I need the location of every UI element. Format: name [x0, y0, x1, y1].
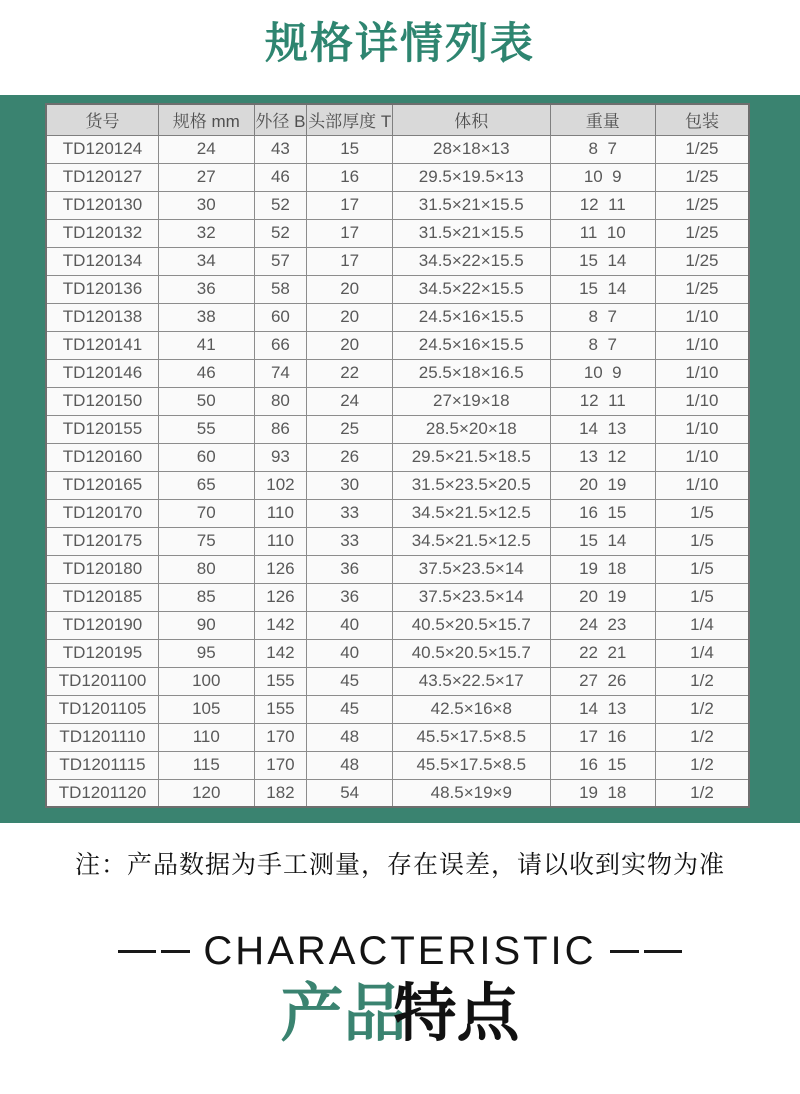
table-cell: TD120175: [46, 527, 158, 555]
table-cell: 1/10: [655, 387, 749, 415]
table-cell: 8 7: [550, 331, 655, 359]
table-cell: 60: [158, 443, 254, 471]
table-cell: 15 14: [550, 247, 655, 275]
section-heading-cn-green: 产品: [280, 979, 407, 1049]
table-cell: 1/10: [655, 443, 749, 471]
column-header: 包装: [655, 104, 749, 135]
table-row: [46, 275, 749, 303]
table-row: [46, 359, 749, 387]
table-cell: 43.5×22.5×17: [393, 667, 550, 695]
table-cell: 60: [254, 303, 307, 331]
table-cell: TD120160: [46, 443, 158, 471]
table-cell: 25.5×18×16.5: [393, 359, 550, 387]
table-cell: TD120190: [46, 611, 158, 639]
table-cell: 10 9: [550, 359, 655, 387]
table-cell: 93: [254, 443, 307, 471]
table-cell: 20: [307, 275, 393, 303]
table-cell: 170: [254, 751, 307, 779]
table-row: [46, 443, 749, 471]
table-cell: 28.5×20×18: [393, 415, 550, 443]
table-cell: 1/5: [655, 555, 749, 583]
table-cell: 34.5×21.5×12.5: [393, 499, 550, 527]
table-cell: 20 19: [550, 471, 655, 499]
table-cell: 12 11: [550, 191, 655, 219]
table-row: [46, 555, 749, 583]
table-cell: 46: [254, 163, 307, 191]
table-cell: 1/25: [655, 247, 749, 275]
table-cell: 37.5×23.5×14: [393, 555, 550, 583]
table-row: [46, 415, 749, 443]
table-cell: 24: [158, 135, 254, 163]
table-cell: 57: [254, 247, 307, 275]
table-row: [46, 751, 749, 779]
table-cell: 34.5×22×15.5: [393, 247, 550, 275]
table-cell: 42.5×16×8: [393, 695, 550, 723]
table-cell: 1/2: [655, 723, 749, 751]
table-cell: 14 13: [550, 415, 655, 443]
spec-table-band: [0, 95, 800, 823]
table-cell: 102: [254, 471, 307, 499]
table-cell: 19 18: [550, 555, 655, 583]
table-cell: 29.5×21.5×18.5: [393, 443, 550, 471]
table-cell: 90: [158, 611, 254, 639]
section-heading-en: CHARACTERISTIC: [203, 929, 597, 973]
spec-table-body: [46, 135, 749, 807]
table-cell: 17: [307, 247, 393, 275]
table-cell: TD120141: [46, 331, 158, 359]
table-cell: 75: [158, 527, 254, 555]
table-cell: 33: [307, 527, 393, 555]
table-cell: TD120127: [46, 163, 158, 191]
table-cell: 54: [307, 779, 393, 807]
section-heading-cn: [0, 978, 800, 1050]
table-cell: TD120170: [46, 499, 158, 527]
table-cell: 1/5: [655, 527, 749, 555]
table-cell: TD1201100: [46, 667, 158, 695]
table-cell: 70: [158, 499, 254, 527]
table-cell: 36: [307, 583, 393, 611]
table-cell: 26: [307, 443, 393, 471]
table-cell: 37.5×23.5×14: [393, 583, 550, 611]
table-cell: 86: [254, 415, 307, 443]
table-cell: 33: [307, 499, 393, 527]
table-cell: 8 7: [550, 135, 655, 163]
table-cell: 40: [307, 611, 393, 639]
column-header: 货号: [46, 104, 158, 135]
table-cell: 40.5×20.5×15.7: [393, 611, 550, 639]
table-cell: 27×19×18: [393, 387, 550, 415]
table-cell: 48: [307, 723, 393, 751]
table-cell: 100: [158, 667, 254, 695]
table-row: [46, 191, 749, 219]
table-cell: 74: [254, 359, 307, 387]
table-cell: 50: [158, 387, 254, 415]
table-cell: 24 23: [550, 611, 655, 639]
table-cell: 110: [254, 527, 307, 555]
table-row: [46, 331, 749, 359]
table-cell: 10 9: [550, 163, 655, 191]
table-cell: 20: [307, 303, 393, 331]
table-cell: TD120180: [46, 555, 158, 583]
measurement-note: 注：产品数据为手工测量，存在误差，请以收到实物为准: [74, 851, 725, 879]
table-row: [46, 779, 749, 807]
table-cell: 20 19: [550, 583, 655, 611]
table-cell: 24: [307, 387, 393, 415]
table-cell: 1/10: [655, 471, 749, 499]
table-cell: 40.5×20.5×15.7: [393, 639, 550, 667]
table-cell: TD120132: [46, 219, 158, 247]
table-cell: 29.5×19.5×13: [393, 163, 550, 191]
table-cell: 48.5×19×9: [393, 779, 550, 807]
table-cell: 20: [307, 331, 393, 359]
table-cell: 1/10: [655, 331, 749, 359]
table-cell: 34.5×21.5×12.5: [393, 527, 550, 555]
table-cell: TD120124: [46, 135, 158, 163]
table-cell: 31.5×21×15.5: [393, 191, 550, 219]
table-cell: 46: [158, 359, 254, 387]
table-cell: 52: [254, 191, 307, 219]
table-cell: 31.5×21×15.5: [393, 219, 550, 247]
table-cell: 105: [158, 695, 254, 723]
decor-line-right-long: [644, 950, 682, 953]
table-cell: TD1201120: [46, 779, 158, 807]
table-cell: 24.5×16×15.5: [393, 303, 550, 331]
table-cell: 1/25: [655, 135, 749, 163]
table-cell: 32: [158, 219, 254, 247]
table-cell: TD1201110: [46, 723, 158, 751]
table-cell: 17: [307, 191, 393, 219]
table-cell: 38: [158, 303, 254, 331]
table-cell: 1/25: [655, 163, 749, 191]
table-cell: 110: [158, 723, 254, 751]
table-cell: TD120130: [46, 191, 158, 219]
table-cell: 43: [254, 135, 307, 163]
header-row: [46, 104, 749, 135]
table-cell: TD1201105: [46, 695, 158, 723]
table-cell: 45.5×17.5×8.5: [393, 723, 550, 751]
table-cell: TD120146: [46, 359, 158, 387]
column-header: 规格 mm: [158, 104, 254, 135]
table-cell: 16: [307, 163, 393, 191]
table-cell: 1/4: [655, 639, 749, 667]
table-cell: 1/10: [655, 415, 749, 443]
table-cell: 52: [254, 219, 307, 247]
column-header: 重量: [550, 104, 655, 135]
page-title: 规格详情列表: [265, 20, 535, 68]
table-cell: 155: [254, 695, 307, 723]
table-row: [46, 135, 749, 163]
table-row: [46, 247, 749, 275]
table-cell: 115: [158, 751, 254, 779]
spec-table: [45, 103, 750, 808]
table-cell: 1/5: [655, 499, 749, 527]
table-cell: 22: [307, 359, 393, 387]
table-cell: 40: [307, 639, 393, 667]
table-cell: 95: [158, 639, 254, 667]
table-cell: 19 18: [550, 779, 655, 807]
table-cell: 15 14: [550, 527, 655, 555]
table-cell: 27 26: [550, 667, 655, 695]
table-row: [46, 163, 749, 191]
table-cell: 41: [158, 331, 254, 359]
table-cell: 1/2: [655, 695, 749, 723]
table-cell: 1/10: [655, 303, 749, 331]
table-row: [46, 219, 749, 247]
table-row: [46, 499, 749, 527]
table-cell: 66: [254, 331, 307, 359]
table-cell: 1/10: [655, 359, 749, 387]
table-cell: TD120134: [46, 247, 158, 275]
table-cell: 1/2: [655, 751, 749, 779]
table-row: [46, 639, 749, 667]
table-cell: 182: [254, 779, 307, 807]
table-cell: TD120138: [46, 303, 158, 331]
decor-line-left-long: [118, 950, 156, 953]
table-cell: 16 15: [550, 751, 655, 779]
table-cell: 17: [307, 219, 393, 247]
table-cell: 1/2: [655, 779, 749, 807]
table-cell: 142: [254, 639, 307, 667]
decor-line-right-short: [610, 950, 639, 953]
table-row: [46, 387, 749, 415]
table-row: [46, 723, 749, 751]
table-cell: 1/25: [655, 191, 749, 219]
table-cell: TD1201115: [46, 751, 158, 779]
table-cell: 1/5: [655, 583, 749, 611]
table-cell: 110: [254, 499, 307, 527]
table-cell: 12 11: [550, 387, 655, 415]
table-cell: 30: [307, 471, 393, 499]
table-cell: 1/25: [655, 219, 749, 247]
table-cell: 8 7: [550, 303, 655, 331]
table-cell: 31.5×23.5×20.5: [393, 471, 550, 499]
table-cell: 55: [158, 415, 254, 443]
table-cell: 80: [254, 387, 307, 415]
table-cell: 22 21: [550, 639, 655, 667]
table-row: [46, 527, 749, 555]
table-cell: 1/25: [655, 275, 749, 303]
table-cell: 36: [158, 275, 254, 303]
table-cell: 36: [307, 555, 393, 583]
table-cell: TD120195: [46, 639, 158, 667]
table-row: [46, 471, 749, 499]
table-cell: 15 14: [550, 275, 655, 303]
table-row: [46, 583, 749, 611]
table-cell: 34: [158, 247, 254, 275]
table-cell: 120: [158, 779, 254, 807]
table-cell: TD120155: [46, 415, 158, 443]
table-cell: 142: [254, 611, 307, 639]
table-cell: 27: [158, 163, 254, 191]
section-heading-en-row: [0, 929, 800, 974]
table-cell: 126: [254, 583, 307, 611]
table-row: [46, 303, 749, 331]
table-cell: 45: [307, 667, 393, 695]
table-row: [46, 667, 749, 695]
table-cell: 65: [158, 471, 254, 499]
decor-line-left-short: [161, 950, 190, 953]
table-cell: 13 12: [550, 443, 655, 471]
table-cell: 85: [158, 583, 254, 611]
table-row: [46, 611, 749, 639]
table-cell: TD120185: [46, 583, 158, 611]
spec-table-head: [46, 104, 749, 135]
table-cell: 15: [307, 135, 393, 163]
table-cell: 28×18×13: [393, 135, 550, 163]
table-cell: 11 10: [550, 219, 655, 247]
table-row: [46, 695, 749, 723]
table-cell: 16 15: [550, 499, 655, 527]
table-cell: TD120165: [46, 471, 158, 499]
table-cell: 126: [254, 555, 307, 583]
table-cell: 48: [307, 751, 393, 779]
column-header: 外径 B: [254, 104, 307, 135]
table-cell: TD120136: [46, 275, 158, 303]
table-cell: 34.5×22×15.5: [393, 275, 550, 303]
table-cell: 14 13: [550, 695, 655, 723]
table-cell: 1/2: [655, 667, 749, 695]
table-cell: 30: [158, 191, 254, 219]
table-cell: 170: [254, 723, 307, 751]
table-cell: 45.5×17.5×8.5: [393, 751, 550, 779]
table-cell: 155: [254, 667, 307, 695]
table-cell: 45: [307, 695, 393, 723]
column-header: 头部厚度 T: [307, 104, 393, 135]
table-cell: 17 16: [550, 723, 655, 751]
table-cell: 24.5×16×15.5: [393, 331, 550, 359]
section-heading-cn-black: 特点: [393, 979, 520, 1049]
table-cell: 25: [307, 415, 393, 443]
table-cell: 58: [254, 275, 307, 303]
table-cell: 1/4: [655, 611, 749, 639]
table-cell: 80: [158, 555, 254, 583]
table-cell: TD120150: [46, 387, 158, 415]
column-header: 体积: [393, 104, 550, 135]
